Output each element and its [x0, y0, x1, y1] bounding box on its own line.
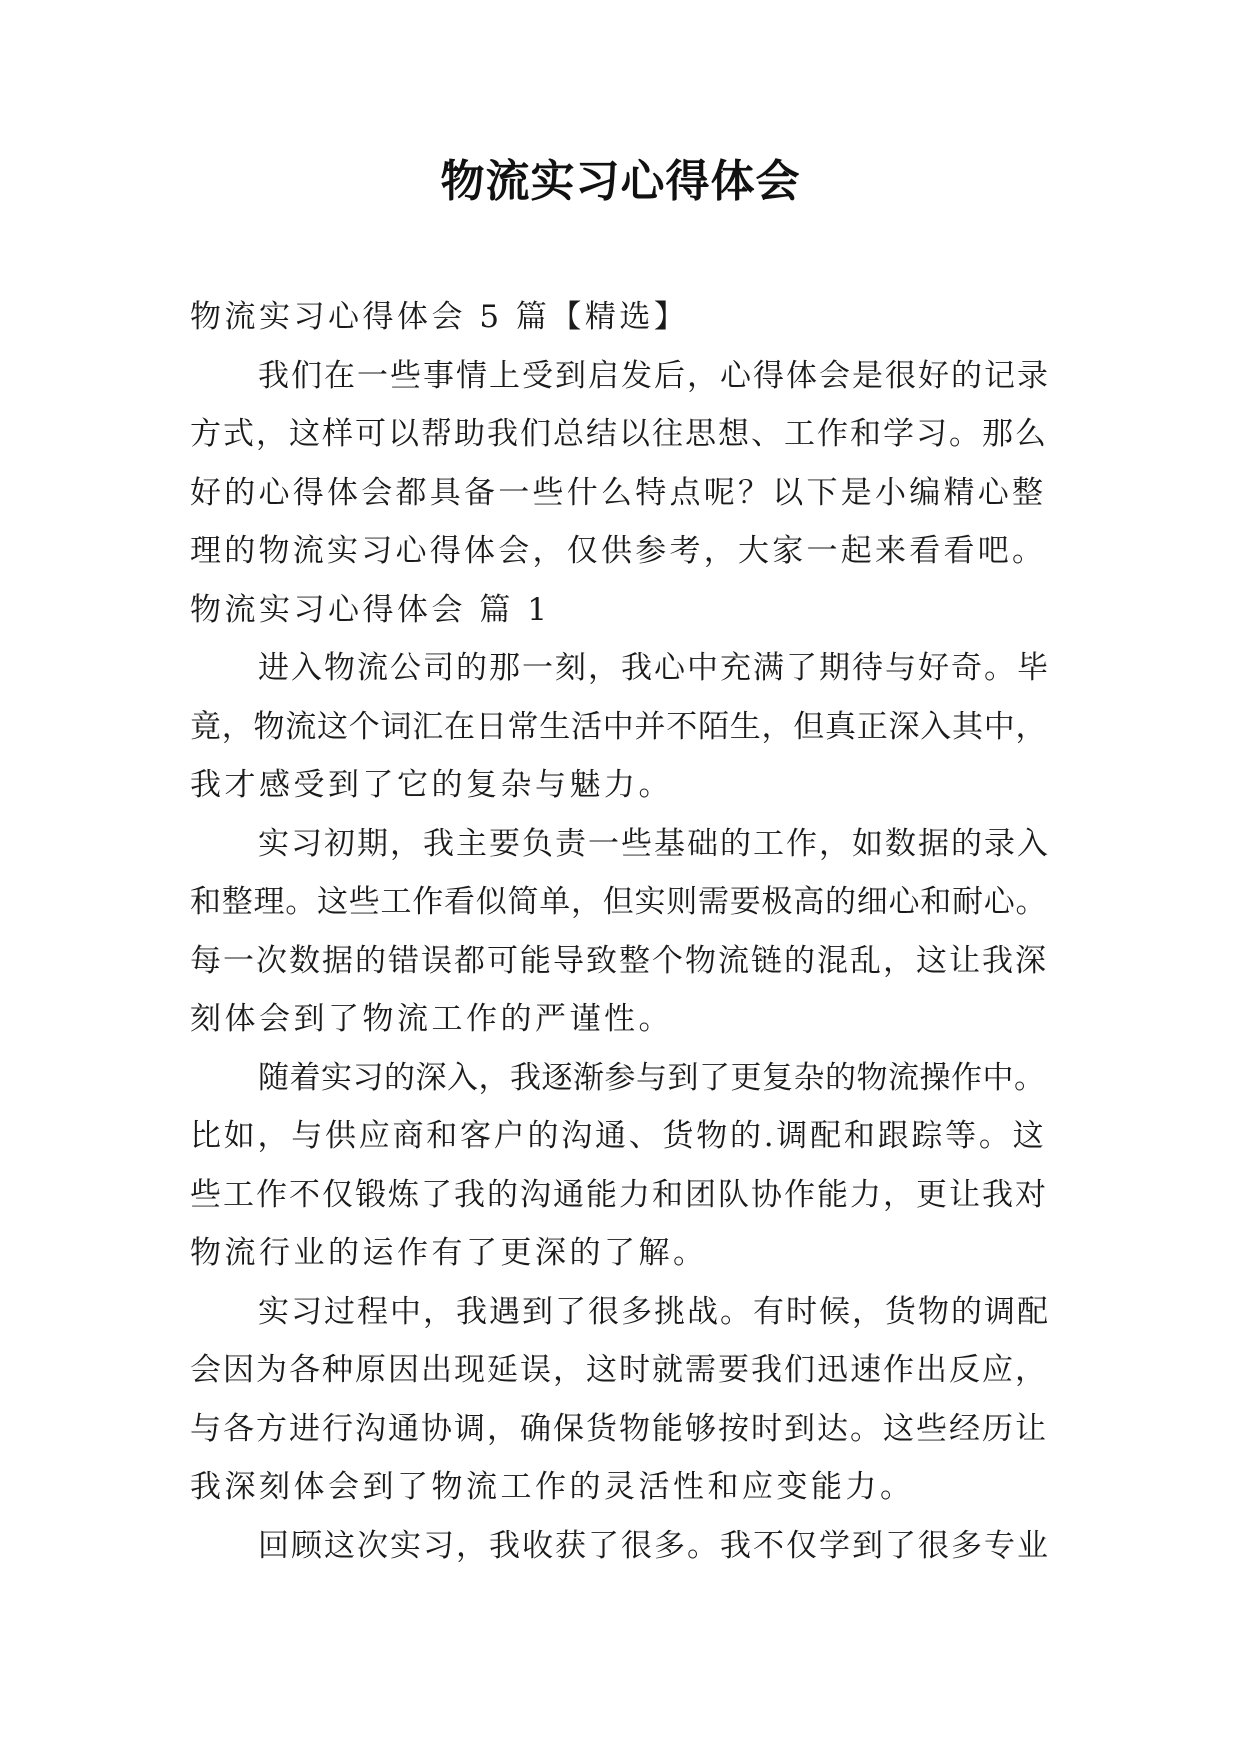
text-line: 我们在一些事情上受到启发后，心得体会是很好的记录 — [258, 357, 1050, 394]
text-line: 方式，这样可以帮助我们总结以往思想、工作和学习。那么 — [190, 416, 1048, 452]
text-line: 会因为各种原因出现延误，这时就需要我们迅速作出反应， — [190, 1352, 1048, 1388]
text-line: 实习初期，我主要负责一些基础的工作，如数据的录入 — [258, 825, 1050, 862]
document-title: 物流实习心得体会 — [440, 156, 801, 207]
text-line: 回顾这次实习，我收获了很多。我不仅学到了很多专业 — [258, 1527, 1050, 1564]
text-line: 进入物流公司的那一刻，我心中充满了期待与好奇。毕 — [258, 650, 1050, 686]
text-line: 每一次数据的错误都可能导致整个物流链的混乱，这让我深 — [190, 942, 1048, 979]
text-line: 刻体会到了物流工作的严谨性。 — [190, 1001, 673, 1037]
text-line: 实习过程中，我遇到了很多挑战。有时候，货物的调配 — [258, 1293, 1050, 1330]
text-line: 比如，与供应商和客户的沟通、货物的.调配和跟踪等。这 — [190, 1118, 1047, 1154]
text-line: 物流实习心得体会 篇 1 — [190, 591, 551, 628]
text-line: 我才感受到了它的复杂与魅力。 — [190, 767, 673, 803]
text-line: 我深刻体会到了物流工作的灵活性和应变能力。 — [190, 1469, 915, 1505]
text-line: 竟，物流这个词汇在日常生活中并不陌生，但真正深入其中， — [190, 708, 1048, 745]
document-body — [190, 288, 1050, 1575]
text-line: 与各方进行沟通协调，确保货物能够按时到达。这些经历让 — [190, 1410, 1048, 1447]
text-line: 好的心得体会都具备一些什么特点呢？以下是小编精心整 — [190, 474, 1047, 511]
text-line: 物流实习心得体会 5 篇【精选】 — [190, 299, 689, 335]
text-line: 随着实习的深入，我逐渐参与到了更复杂的物流操作中。 — [258, 1059, 1046, 1096]
text-line: 些工作不仅锻炼了我的沟通能力和团队协作能力，更让我对 — [190, 1176, 1048, 1213]
text-line: 和整理。这些工作看似简单，但实则需要极高的细心和耐心。 — [190, 884, 1048, 920]
text-line: 物流行业的运作有了更深的了解。 — [190, 1235, 708, 1271]
text-line: 理的物流实习心得体会，仅供参考，大家一起来看看吧。 — [190, 533, 1047, 569]
